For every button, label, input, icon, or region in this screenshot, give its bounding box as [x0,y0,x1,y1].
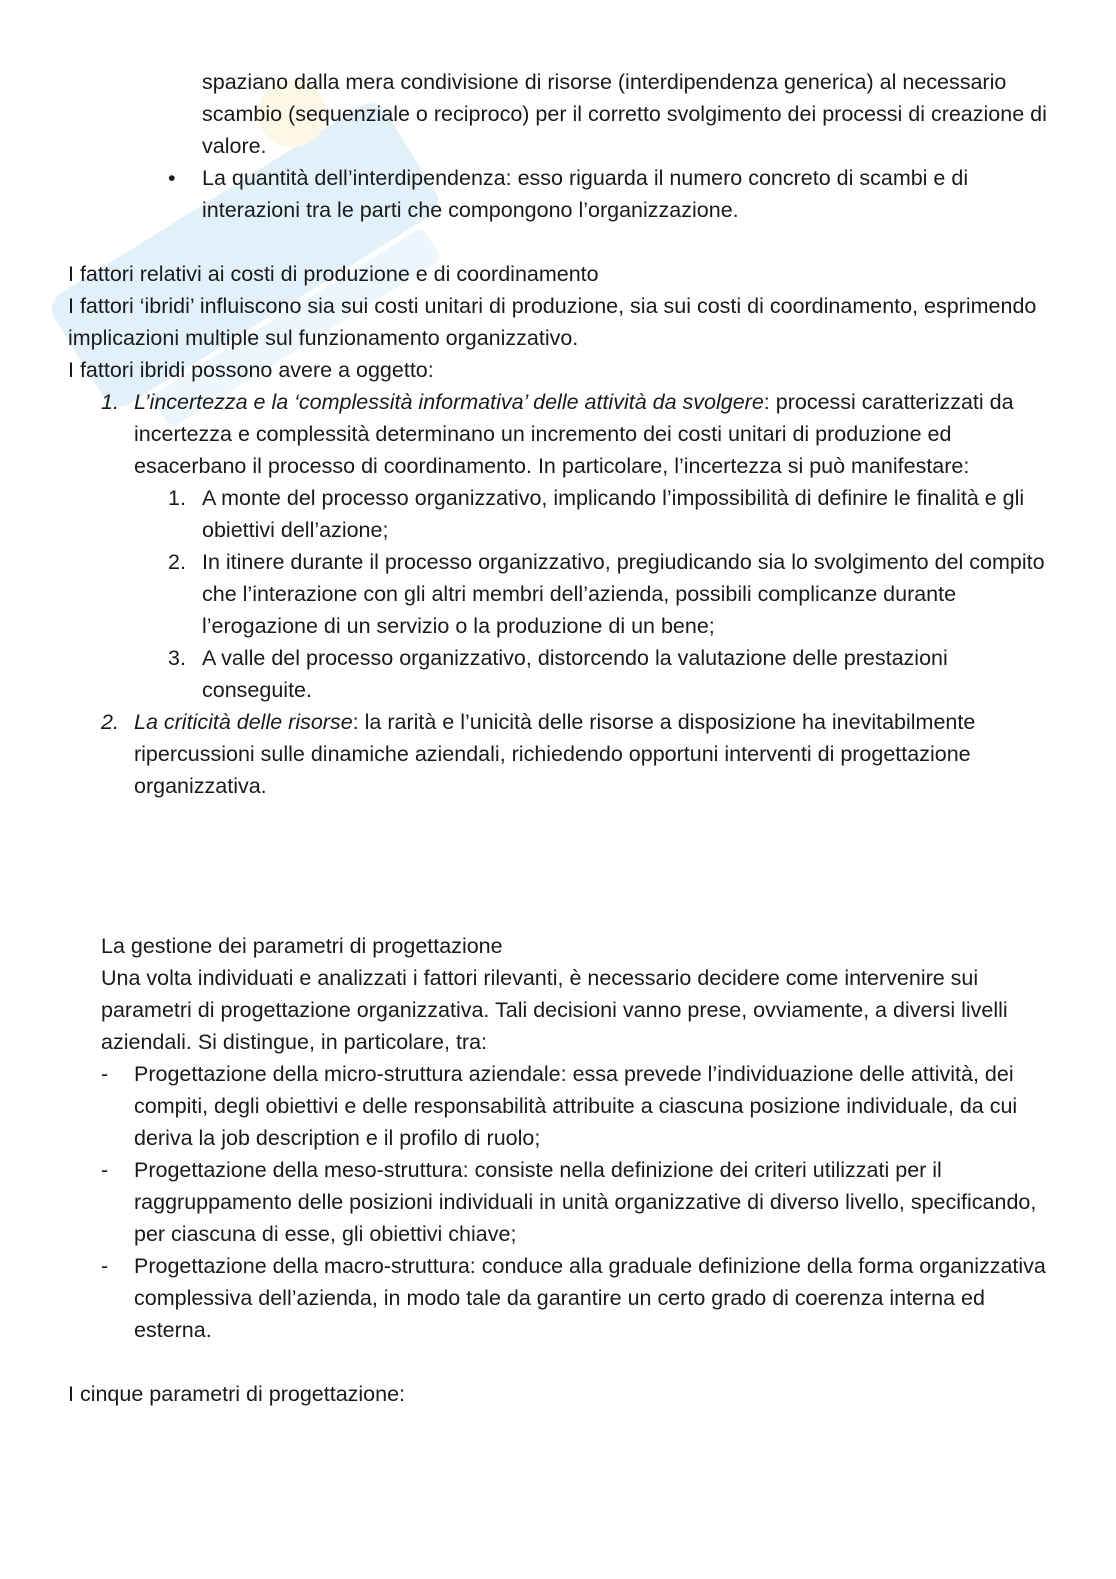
list-marker: 2. [168,550,186,574]
dash-item-meso [68,1154,1058,1250]
top-continuation-text: spaziano dalla mera condivisione di risorse (interdipendenza generica) al necessario scambio (sequenziale o reciproco) per il corretto svolgimento dei processi di creazione di valore. [202,70,1047,158]
sub-item-text: A valle del processo organizzativo, distorcendo la valutazione delle prestazioni conseguite. [202,646,948,702]
dash-item-macro [68,1250,1058,1346]
item-title: La criticità delle risorse [134,710,353,734]
dash-item-micro [68,1058,1058,1154]
bullet-item-quantity [68,162,1058,226]
item-text: : processi caratterizzati da incertezza e complessità determinano un incremento dei costi unitari di produzione ed esacerbano il processo di coordinamento. In particolare, l’incertezza si può manifestare: [134,390,1014,478]
section2-paragraph: Una volta individuati e analizzati i fattori rilevanti, è necessario decidere come intervenire sui parametri di progettazione organizzativa. Tali decisioni vanno prese, ovviamente, a diversi livelli aziendali. Si distingue, in particolare, tra: [101,966,1008,1054]
item-text: : la rarità e l’unicità delle risorse a disposizione ha inevitabilmente ripercussioni sulle dinamiche aziendali, richiedendo opportuni interventi di progettazione organizzativa. [134,710,976,798]
dash-item-text: Progettazione della meso-struttura: consiste nella definizione dei criteri utilizzati per il raggruppamento delle posizioni individuali in unità organizzative di diverso livello, specificando, per ciascuna di esse, gli obiettivi chiave; [134,1158,1037,1246]
document-body [68,66,1058,1410]
dash-item-text: Progettazione della micro-struttura aziendale: essa prevede l’individuazione delle attività, dei compiti, degli obiettivi e delle responsabilità attribuite a ciascuna posizione individuale, da cui deriva la job description e il profilo di ruolo; [134,1062,1018,1150]
dash-marker: - [101,1158,109,1182]
numbered-item-uncertainty [68,386,1058,482]
sub-item-text: In itinere durante il processo organizzativo, pregiudicando sia lo svolgimento del compito che l’interazione con gli altri membri dell’azienda, possibili complicanze durante l’erogazione di un servizio o la produzione di un bene; [202,550,1045,638]
section1-paragraph: I fattori ‘ibridi’ influiscono sia sui costi unitari di produzione, sia sui costi di coordinamento, esprimendo implicazioni multiple sul funzionamento organizzativo. [68,294,1037,350]
section3-heading: I cinque parametri di progettazione: [68,1382,406,1406]
list-marker: 1. [101,390,119,414]
sub-item-in-itinere [68,546,1058,642]
sub-item-upstream [68,482,1058,546]
dash-item-text: Progettazione della macro-struttura: conduce alla graduale definizione della forma organizzativa complessiva dell’azienda, in modo tale da garantire un certo grado di coerenza interna ed esterna. [134,1254,1046,1342]
section1-intro: I fattori ibridi possono avere a oggetto: [68,358,434,382]
bullet-marker: • [168,166,176,190]
list-marker: 1. [168,486,186,510]
sub-item-text: A monte del processo organizzativo, implicando l’impossibilità di definire le finalità e gli obiettivi dell’azione; [202,486,1025,542]
section2-heading: La gestione dei parametri di progettazione [101,934,503,958]
bullet-text: La quantità dell’interdipendenza: esso riguarda il numero concreto di scambi e di interazioni tra le parti che compongono l’organizzazione. [202,166,969,222]
dash-marker: - [101,1062,109,1086]
dash-marker: - [101,1254,109,1278]
list-marker: 2. [101,710,119,734]
list-marker: 3. [168,646,186,670]
item-title: L’incertezza e la ‘complessità informativa’ delle attività da svolgere [134,390,764,414]
sub-item-downstream [68,642,1058,706]
numbered-item-resources [68,706,1058,802]
section1-heading: I fattori relativi ai costi di produzione e di coordinamento [68,262,599,286]
